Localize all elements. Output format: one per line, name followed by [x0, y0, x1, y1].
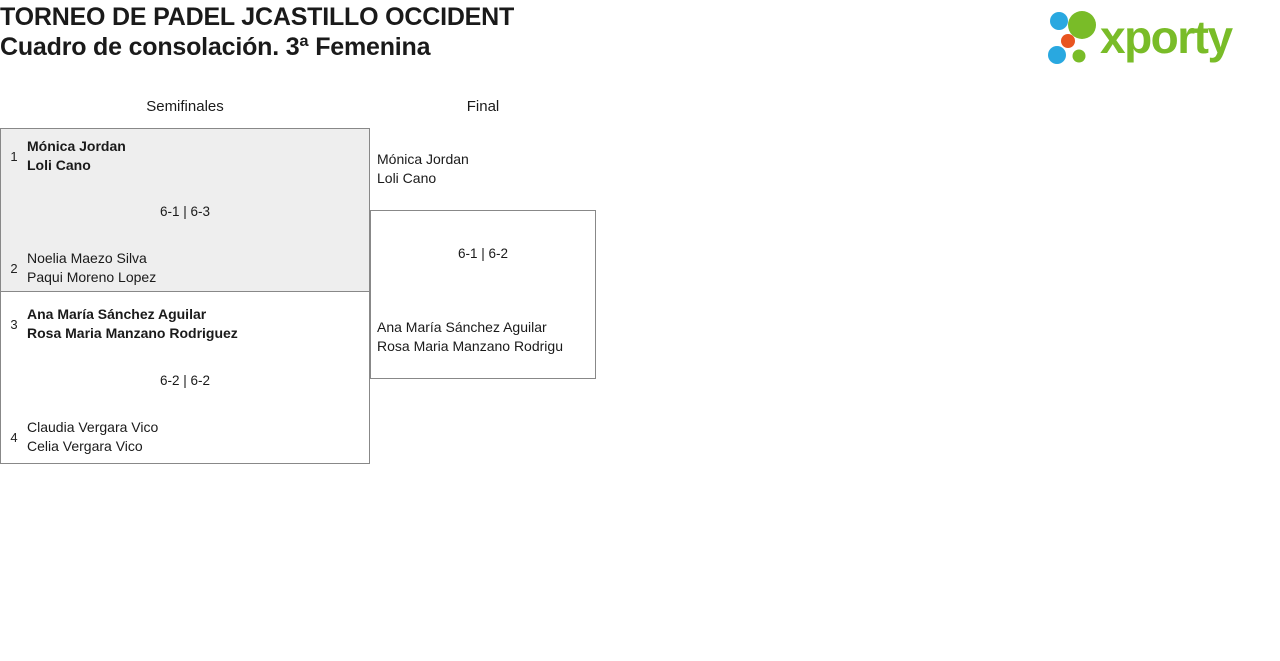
match-team-top[interactable]	[1, 137, 126, 175]
final-score: 6-1 | 6-2	[457, 246, 509, 261]
final-team-bottom[interactable]	[377, 318, 596, 356]
team-names	[27, 249, 156, 287]
page-title	[0, 2, 514, 62]
xporty-logo	[1048, 8, 1272, 66]
match-team-bottom[interactable]	[1, 249, 156, 287]
team-names	[27, 305, 238, 343]
match-semifinal-1[interactable]	[0, 128, 370, 292]
player-name: Ana María Sánchez Aguilar	[27, 306, 207, 322]
player-name: Ana María Sánchez Aguilar	[377, 319, 547, 335]
player-name: Noelia Maezo Silva	[27, 250, 147, 266]
final-team-top[interactable]	[377, 150, 469, 188]
team-names	[27, 137, 126, 175]
logo-wordmark: xporty	[1100, 11, 1232, 63]
player-name: Celia Vergara Vico	[27, 438, 143, 454]
match-score: 6-1 | 6-3	[159, 204, 211, 219]
player-name: Mónica Jordan	[377, 151, 469, 167]
player-name: Claudia Vergara Vico	[27, 419, 159, 435]
round-header-final: Final	[466, 98, 500, 115]
seed-number: 2	[10, 261, 18, 276]
match-semifinal-2[interactable]	[0, 291, 370, 464]
title-line-1: TORNEO DE PADEL JCASTILLO OCCIDENT	[0, 3, 515, 31]
match-team-bottom[interactable]	[1, 418, 158, 456]
logo-dots-icon	[1048, 10, 1104, 66]
seed-number: 1	[10, 149, 18, 164]
player-name: Rosa Maria Manzano Rodrigu	[377, 338, 563, 354]
title-line-2: Cuadro de consolación. 3ª Femenina	[0, 33, 431, 61]
player-name: Paqui Moreno Lopez	[27, 269, 157, 285]
seed-number: 4	[10, 430, 18, 445]
match-score: 6-2 | 6-2	[159, 373, 211, 388]
round-header-semifinals: Semifinales	[146, 98, 224, 115]
player-name: Mónica Jordan	[27, 138, 126, 154]
player-name: Loli Cano	[377, 170, 437, 186]
seed-number: 3	[10, 317, 18, 332]
team-names	[27, 418, 158, 456]
player-name: Rosa Maria Manzano Rodriguez	[27, 325, 238, 341]
player-name: Loli Cano	[27, 157, 91, 173]
match-team-top[interactable]	[1, 305, 238, 343]
